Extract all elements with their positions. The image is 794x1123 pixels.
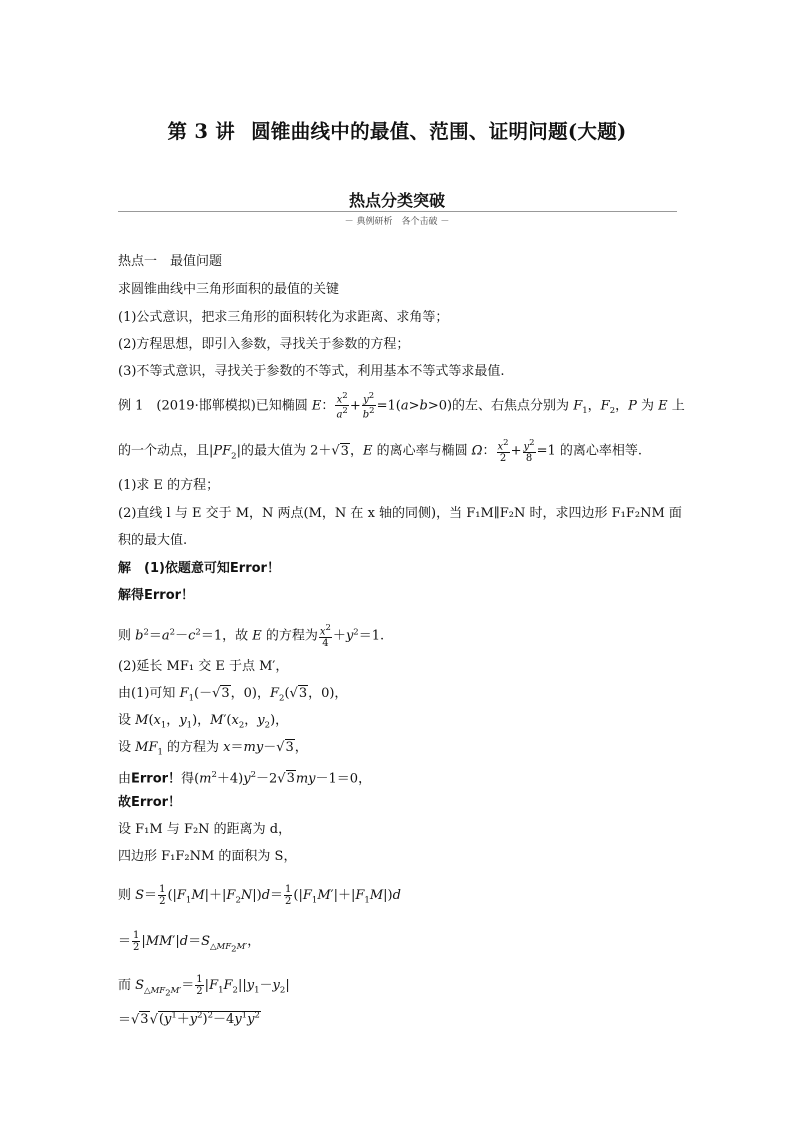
solution-1: 解 (1)依题意可知Error！ [118,561,280,576]
solution-4: (2)延长 MF₁ 交 E 于点 M′， [118,659,289,674]
solution-15: $=√3√(y^1+y^2)^2-4y^1y^2$ [118,1011,260,1028]
key-heading: 求圆锥曲线中三角形面积的最值的关键 [118,282,340,297]
solution-14: 而 $S_{\triangle MF_2M'}=$ $\frac{1}{2}$ $|F_1F_2||y_1-y_2|$ [118,974,290,999]
question-1: (1)求 E 的方程； [118,478,220,493]
solution-8: 由Error！得$(m^2+4)y^2-2√3my-1=0$， [118,770,372,787]
hotspot-title: 热点一 最值问题 [118,254,223,269]
page-title [0,116,794,144]
example-source: (2019·邯郸模拟)已知椭圆 [156,398,312,414]
section-heading: 热点分类突破 [348,191,445,210]
solution-9: 故Error！ [118,795,182,810]
question-2-line-1: (2)直线 l 与 E 交于 M，N 两点(M，N 在 x 轴的同侧)，当 F₁M∥F₂N 时，求四边形 F₁F₂NM 面 [118,506,682,521]
solution-7: 设 $MF_1$ 的方程为 x＝my－√3， [118,740,308,758]
solution-10: 设 F₁M 与 F₂N 的距离为 d， [118,822,292,837]
lecture-number: 第 3 讲 [167,120,236,143]
solution-3: 则 $b^2=a^2-c^2=1$，故 E 的方程为 $\frac{x^2}{4}$ $+y^2=1$. [118,623,385,650]
solution-13: ＝ $\frac{1}{2}$ $|MM'|d=S_{\triangle MF_2M'}$， [118,930,261,955]
question-2-line-2: 积的最大值. [118,533,188,548]
point-1: (1)公式意识，把求三角形的面积转化为求距离、求角等； [118,310,449,325]
example-line-1: 例 1 (2019·邯郸模拟)已知椭圆 E： $\frac{x^2}{a^2}$ + $\frac{y^2}{b^2}$ =1(a>b>0)的左、右焦点分别为 $F_1$，$F_2$，P 为 E 上 [118,391,685,421]
example-label: 例 1 [118,398,144,414]
solution-12: 则 S＝ $\frac{1}{2}$ $(|F_1M|+|F_2N|)d=$ $\frac{1}{2}$ $(|F_1M'|+|F_1M|)d$ [118,884,401,907]
solution-6: 设 $M(x_1$，$y_1$)，$M'(x_2$，$y_2$)， [118,713,289,731]
solution-5: 由(1)可知 $F_1(-√3$，0)，$F_2(√3$，0)， [118,686,348,704]
lecture-title: 圆锥曲线中的最值、范围、证明问题(大题) [251,120,627,143]
section-divider [118,211,677,212]
section-subtitle: － 典例研析 各个击破 － [344,217,450,227]
point-2: (2)方程思想，即引入参数，寻找关于参数的方程； [118,337,410,352]
point-3: (3)不等式意识，寻找关于参数的不等式，利用基本不等式等求最值. [118,364,505,379]
example-line-2: 的一个动点，且$|PF_2|$的最大值为 2＋√3，E 的离心率与椭圆 Ω： $\frac{x^2}{2}$ + $\frac{y^2}{8}$ =1 的离心率相等. [118,438,643,465]
solution-2: 解得Error！ [118,588,195,603]
solution-11: 四边形 F₁F₂NM 的面积为 S， [118,849,297,864]
